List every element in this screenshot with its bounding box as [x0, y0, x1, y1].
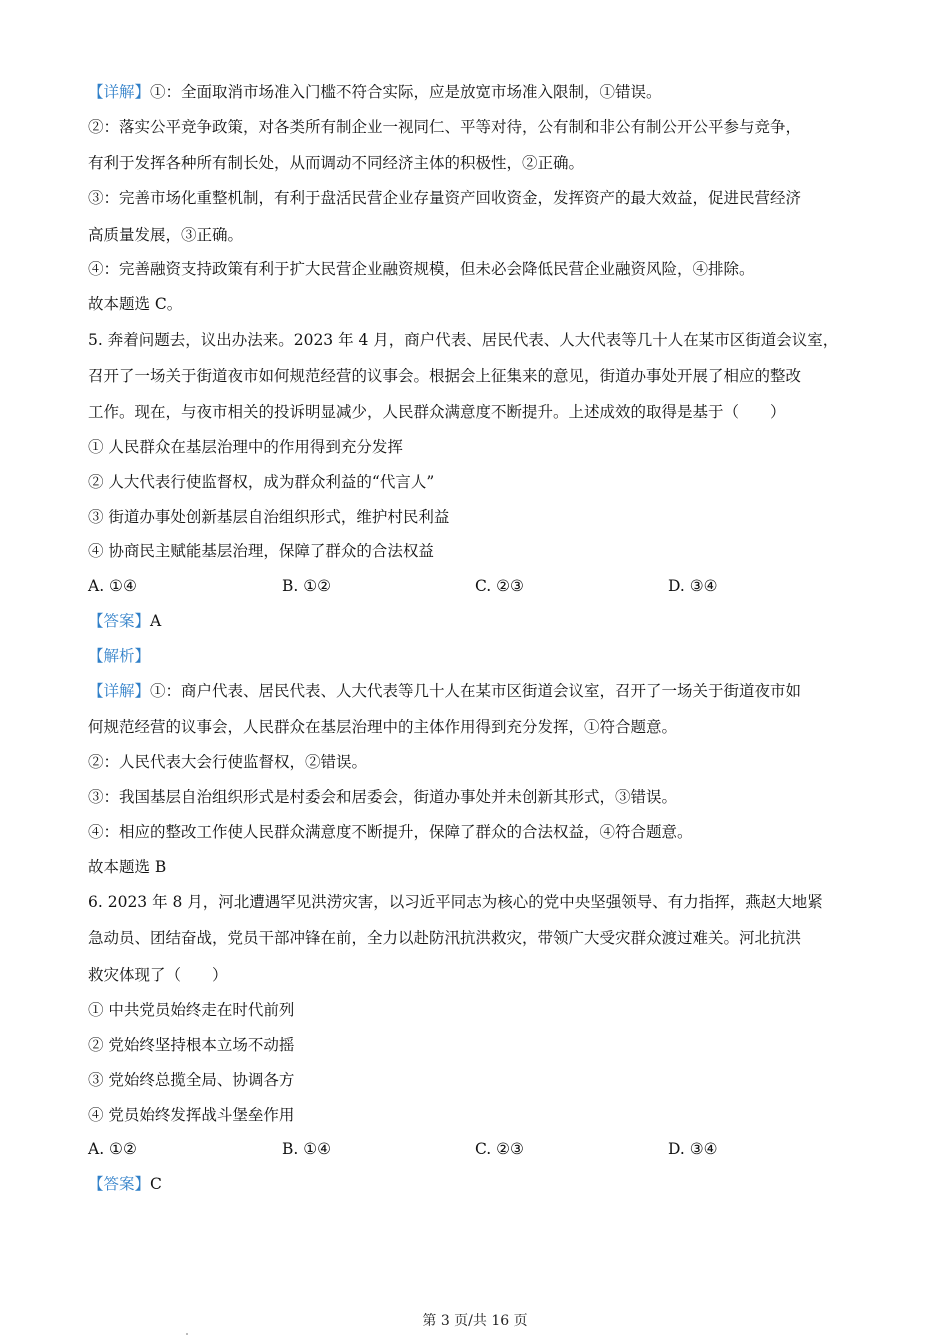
option-a: A. ①②	[88, 1140, 137, 1158]
question-5-stem: 5. 奔着问题去，议出办法来。2023 年 4 月，商户代表、居民代表、人大代表等几十人在某市区街道会议室，	[88, 331, 839, 349]
section-tag: 【详解】	[88, 682, 151, 700]
answer-tag: 【答案】	[88, 1175, 151, 1193]
text-line: ②：落实公平竞争政策，对各类所有制企业一视同仁、平等对待，公有制和非公有制公开公平参与竞争，	[88, 118, 802, 136]
statement-item: ④ 协商民主赋能基层治理，保障了群众的合法权益	[88, 542, 434, 560]
text-line: 救灾体现了（ ）	[88, 966, 228, 984]
option-d: D. ③④	[668, 1140, 718, 1158]
option-c: C. ②③	[475, 577, 524, 595]
text-line: 工作。现在，与夜市相关的投诉明显减少，人民群众满意度不断提升。上述成效的取得是基于（ ）	[88, 403, 786, 421]
text-line: 故本题选 B	[88, 858, 167, 876]
statement-item: ④ 党员始终发挥战斗堡垒作用	[88, 1106, 295, 1124]
statement-item: ① 中共党员始终走在时代前列	[88, 1001, 295, 1019]
text-line: ②：人民代表大会行使监督权，②错误。	[88, 753, 368, 771]
option-c: C. ②③	[475, 1140, 524, 1158]
text-line: 故本题选 C。	[88, 295, 183, 313]
text-line: ③：我国基层自治组织形式是村委会和居委会，街道办事处并未创新其形式，③错误。	[88, 788, 678, 806]
option-d: D. ③④	[668, 577, 718, 595]
answer-line: 【答案】A	[88, 612, 162, 630]
answer-line: 【答案】C	[88, 1175, 162, 1193]
text-line: 召开了一场关于街道夜市如何规范经营的议事会。根据会上征集来的意见，街道办事处开展了相应的整改	[88, 367, 802, 385]
section-tag: 【详解】	[88, 83, 151, 101]
analysis-line	[88, 646, 150, 666]
option-b: B. ①②	[282, 577, 332, 595]
text-line: ③：完善市场化重整机制，有利于盘活民营企业存量资产回收资金，发挥资产的最大效益，促进民营经济	[88, 189, 802, 207]
statement-item: ② 人大代表行使监督权，成为群众利益的“代言人”	[88, 473, 435, 491]
text-line: ④：完善融资支持政策有利于扩大民营企业融资规模，但未必会降低民营企业融资风险，④排除。	[88, 260, 755, 278]
text-line: 何规范经营的议事会，人民群众在基层治理中的主体作用得到充分发挥，①符合题意。	[88, 718, 678, 736]
text-line: ④：相应的整改工作使人民群众满意度不断提升，保障了群众的合法权益，④符合题意。	[88, 823, 693, 841]
option-b: B. ①④	[282, 1140, 332, 1158]
answer-tag: 【答案】	[88, 612, 151, 630]
statement-item: ③ 街道办事处创新基层自治组织形式，维护村民利益	[88, 508, 450, 526]
text-line: 急动员、团结奋战，党员干部冲锋在前，全力以赴防汛抗洪救灾，带领广大受灾群众渡过难关。河北抗洪	[88, 929, 802, 947]
decorative-dot	[186, 1333, 188, 1335]
text-line: 【详解】①：商户代表、居民代表、人大代表等几十人在某市区街道会议室，召开了一场关于街道夜市如	[88, 682, 802, 700]
option-a: A. ①④	[88, 577, 137, 595]
text-line: 【详解】①：全面取消市场准入门槛不符合实际，应是放宽市场准入限制，①错误。	[88, 83, 662, 101]
analysis-tag: 【解析】	[88, 647, 151, 665]
page-footer: 第 3 页/共 16 页	[422, 1313, 528, 1329]
statement-item: ③ 党始终总揽全局、协调各方	[88, 1071, 295, 1089]
statement-item: ② 党始终坚持根本立场不动摇	[88, 1036, 295, 1054]
text-line: 高质量发展，③正确。	[88, 226, 244, 244]
statement-item: ① 人民群众在基层治理中的作用得到充分发挥	[88, 438, 403, 456]
text-line: 有利于发挥各种所有制长处，从而调动不同经济主体的积极性，②正确。	[88, 154, 585, 172]
question-6-stem: 6. 2023 年 8 月，河北遭遇罕见洪涝灾害，以习近平同志为核心的党中央坚强领导、有力指挥，燕赵大地紧	[88, 893, 823, 911]
